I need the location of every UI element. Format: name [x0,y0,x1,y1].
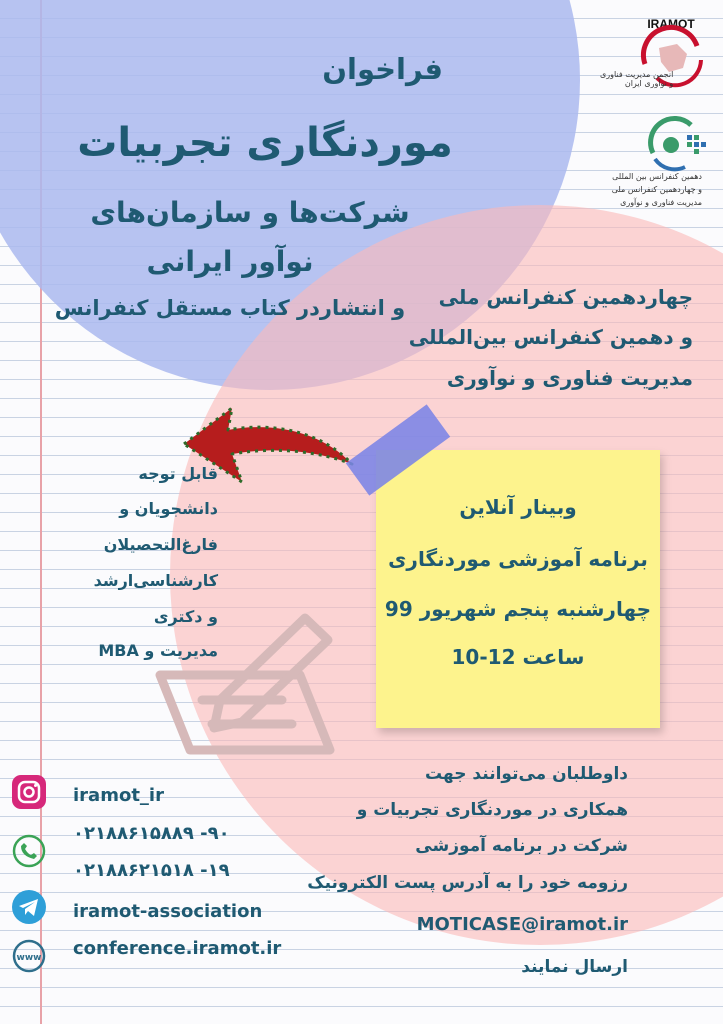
marquee-arrow-icon [170,400,360,500]
telegram-icon[interactable] [11,889,47,925]
telegram-channel[interactable]: iramot-association [73,901,263,922]
call-line-1: داوطلبان می‌توانند جهت [425,764,628,784]
call-line-4: رزومه خود را به آدرس پست الکترونیک [307,873,628,893]
iramot-logo-caption [600,70,673,88]
call-title: فراخوان [322,52,443,86]
conference-line-3: مدیریت فناوری و نوآوری [446,366,693,390]
call-line-3: شرکت در برنامه آموزشی [415,836,628,856]
sticky-note [376,450,660,728]
conference-logo-caption-line: مدیریت فناوری و نوآوری [620,198,702,207]
phone-number-1[interactable]: ۰۲۱۸۸۶۱۵۸۸۹ -۹۰ [73,823,230,844]
webinar-line-1: وبینار آنلاین [459,495,577,519]
website-link[interactable]: conference.iramot.ir [73,938,282,959]
conference-logo-caption-line: و چهاردهمین کنفرانس ملی [611,185,702,194]
conference-line-2: و دهمین کنفرانس بین‌المللی [408,325,693,349]
main-title: موردنگاری تجربیات [77,120,453,166]
audience-line: قابل توجه [138,464,218,483]
webinar-line-2: برنامه آموزشی موردنگاری [388,547,648,571]
audience-line: کارشناسی‌ارشد [93,571,218,590]
instagram-handle[interactable]: iramot_ir [73,785,164,806]
phone-number-2[interactable]: ۰۲۱۸۸۶۲۱۵۱۸ -۱۹ [73,860,230,881]
iramot-logo-caption-line: و نوآوری ایران [624,79,674,88]
pencil-paper-icon [150,600,340,760]
email-link[interactable]: MOTICASE@iramot.ir [416,914,628,935]
iramot-logo-text: IRAMOT [647,17,695,31]
subtitle-line-1: شرکت‌ها و سازمان‌های [90,196,410,229]
conference-line-1: چهاردهمین کنفرانس ملی [438,285,693,309]
audience-line: دانشجویان و [119,499,218,518]
webinar-time: ساعت 12-10 [451,645,585,669]
instagram-icon[interactable] [11,774,47,810]
globe-icon[interactable] [11,938,47,974]
audience-line: فارغ‌التحصیلان [103,535,218,554]
webinar-date: چهارشنبه پنجم شهریور 99 [384,597,652,621]
conference-logo-caption-line: دهمین کنفرانس بین المللی [612,172,702,181]
conference-logo [645,113,707,173]
subtitle-line-2: نوآور ایرانی [146,245,314,278]
call-line-2: همکاری در موردنگاری تجربیات و [356,800,628,820]
phone-icon[interactable] [11,833,47,869]
audience-line: و دکتری [153,607,218,626]
audience-line: مدیریت و MBA [98,641,218,660]
globe-icon-label: www [16,953,42,963]
iramot-logo-caption-line: انجمن مدیریت فناوری [600,70,674,79]
subtitle-line-3: و انتشاردر کتاب مستقل کنفرانس [54,296,406,320]
call-line-5: ارسال نمایند [521,957,628,977]
